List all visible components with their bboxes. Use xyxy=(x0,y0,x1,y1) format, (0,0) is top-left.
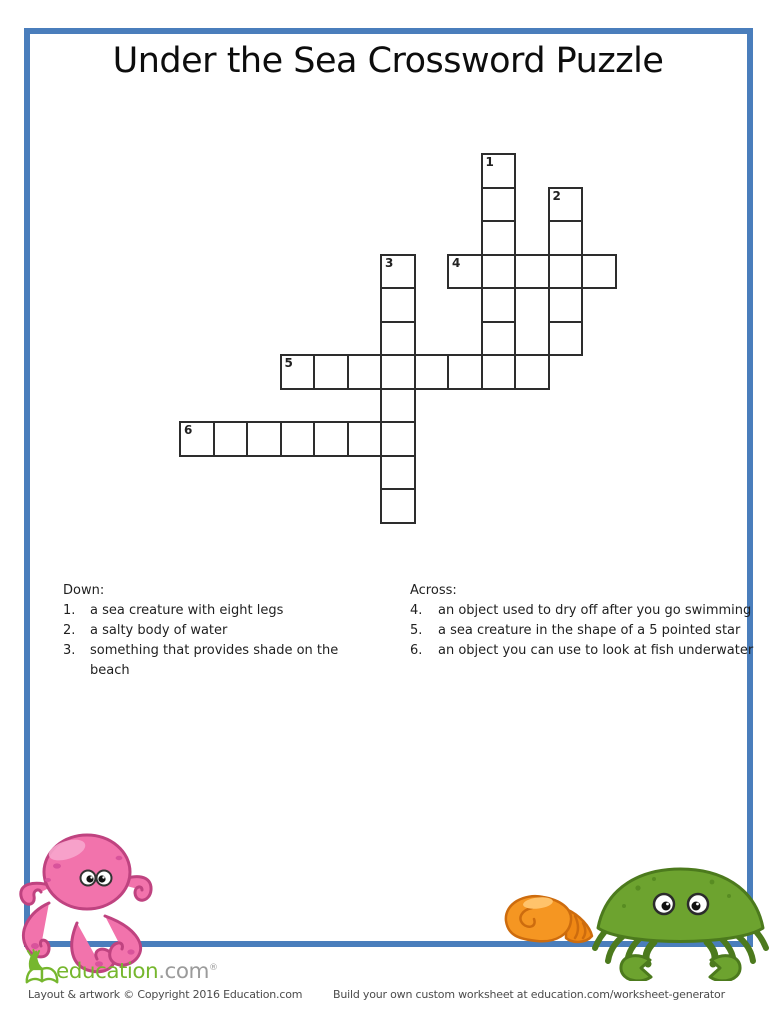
crab-claw xyxy=(710,956,740,981)
grid-cell xyxy=(380,388,416,424)
grid-cell-number: 2 xyxy=(552,188,561,203)
grid-cell xyxy=(380,287,416,323)
down-clue-3 xyxy=(63,641,365,681)
grid-cell xyxy=(246,421,282,457)
octopus-tentacle xyxy=(105,916,141,965)
grid-cell xyxy=(380,354,416,390)
grid-cell xyxy=(380,321,416,357)
clue-text: a sea creature with eight legs xyxy=(90,603,284,618)
across-clue-5 xyxy=(410,621,758,641)
registered-mark: ® xyxy=(208,962,218,973)
grid-cell xyxy=(447,254,483,290)
clue-text: an object you can use to look at fish underwater xyxy=(438,643,754,658)
clue-text: something that provides shade on the beach xyxy=(90,643,339,678)
grid-cell xyxy=(380,254,416,290)
grid-cell xyxy=(514,254,550,290)
grid-cell-number: 3 xyxy=(385,255,394,270)
clue-number: 1. xyxy=(63,603,76,618)
down-clue-2 xyxy=(63,621,365,641)
crab-illustration xyxy=(588,856,773,981)
grid-cell xyxy=(481,153,517,189)
grid-cell xyxy=(581,254,617,290)
grid-cell-number: 6 xyxy=(184,423,193,437)
grid-cell xyxy=(548,254,584,290)
across-clue-4 xyxy=(410,601,758,621)
across-heading: Across: xyxy=(410,583,457,598)
grid-cell xyxy=(548,287,584,323)
grid-cell xyxy=(548,321,584,357)
page-title: Under the Sea Crossword Puzzle xyxy=(112,41,664,81)
grid-cell xyxy=(481,321,517,357)
grid-cell xyxy=(380,455,416,491)
grid-cell xyxy=(414,354,450,390)
grid-cell xyxy=(347,354,383,390)
grid-cell xyxy=(347,421,383,457)
education-logo xyxy=(56,959,217,984)
grid-cell-number: 4 xyxy=(452,255,461,270)
down-clues-section xyxy=(63,581,365,681)
grid-cell xyxy=(447,354,483,390)
down-heading: Down: xyxy=(63,583,105,598)
grid-cell xyxy=(481,220,517,256)
crab-claw xyxy=(621,956,651,981)
logo-brand-text: education xyxy=(56,959,159,984)
shell-illustration xyxy=(500,889,595,949)
grid-cell xyxy=(280,421,316,457)
grid-cell-number: 1 xyxy=(485,155,494,169)
grid-cell xyxy=(380,421,416,457)
clue-number: 6. xyxy=(410,643,423,658)
grid-cell xyxy=(179,421,215,457)
grid-cell xyxy=(481,354,517,390)
clue-text: a salty body of water xyxy=(90,623,228,638)
clue-number: 2. xyxy=(63,623,76,638)
grid-cell xyxy=(280,354,316,390)
across-clues-section xyxy=(410,581,758,661)
grid-cell xyxy=(481,287,517,323)
grid-cell xyxy=(313,421,349,457)
grid-cell xyxy=(481,187,517,223)
grid-cell xyxy=(548,220,584,256)
build-note-text: Build your own custom worksheet at education.com/worksheet-generator xyxy=(333,988,725,1001)
grid-cell xyxy=(514,354,550,390)
copyright-text: Layout & artwork © Copyright 2016 Education.com xyxy=(28,988,303,1001)
grid-cell xyxy=(548,187,584,223)
clue-text: a sea creature in the shape of a 5 pointed star xyxy=(438,623,741,638)
clue-number: 5. xyxy=(410,623,423,638)
logo-suffix-text: .com xyxy=(158,959,209,984)
grid-cell-number: 5 xyxy=(284,356,293,370)
grid-cell xyxy=(481,254,517,290)
grid-cell xyxy=(213,421,249,457)
grid-cell xyxy=(313,354,349,390)
clue-number: 4. xyxy=(410,603,423,618)
across-clue-6 xyxy=(410,641,758,661)
clue-text: an object used to dry off after you go swimming xyxy=(438,603,752,618)
clue-number: 3. xyxy=(63,643,76,658)
down-clue-1 xyxy=(63,601,365,621)
grid-cell xyxy=(380,488,416,524)
